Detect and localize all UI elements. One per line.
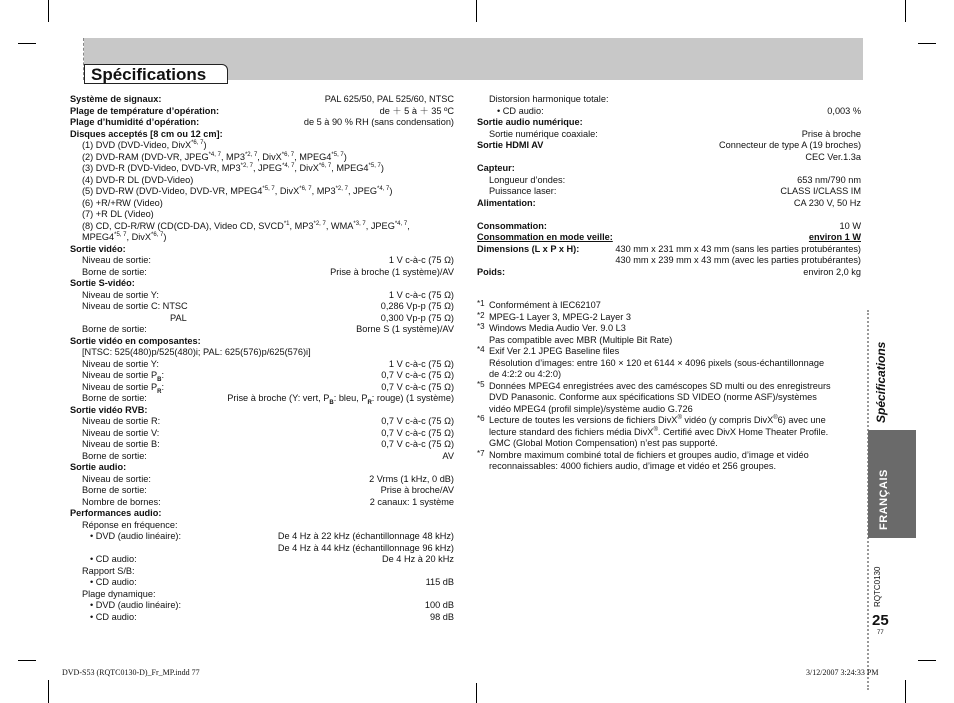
spec-label: • CD audio: [90, 577, 137, 587]
spec-column-left [70, 94, 454, 623]
spec-value: CLASS I/CLASS IM [780, 186, 861, 196]
spec-label: Sortie numérique coaxiale: [489, 128, 598, 139]
footnote-line: MPEG-1 Layer 3, MPEG-2 Layer 3 [489, 311, 631, 322]
spec-label: Longueur d’ondes: [489, 174, 566, 185]
spec-row [70, 359, 454, 371]
spec-label: Sortie audio numérique: [477, 117, 583, 127]
spec-row [70, 278, 454, 290]
footnote-line: GMC (Global Motion Compensation) n’est pas supporté. [489, 438, 718, 448]
spec-row [70, 324, 454, 336]
footnote-line: Données MPEG4 enregistrées avec des caméscopes SD multi ou des enregistreurs [489, 380, 831, 391]
spec-value: PAL 625/50, PAL 525/60, NTSC [324, 94, 454, 104]
spec-column-right [477, 94, 861, 278]
footnote-line: Exif Ver 2.1 JPEG Baseline files [489, 346, 620, 356]
spec-row [477, 117, 861, 129]
crop-mark [905, 0, 906, 22]
spec-row [477, 106, 861, 118]
spec-value: De 4 Hz à 20 kHz [382, 554, 454, 564]
spec-row [70, 255, 454, 267]
spec-label: Sortie vidéo: [70, 243, 126, 254]
spec-row [70, 186, 454, 198]
footnote-mark: *7 [477, 448, 485, 458]
footnote [477, 346, 867, 381]
spec-label: Borne de sortie: [82, 450, 147, 461]
footnotes [477, 300, 867, 473]
spec-label: Borne de sortie: [82, 324, 147, 334]
spec-row [70, 393, 454, 405]
spec-row [70, 152, 454, 164]
spec-label: (7) +R DL (Video) [82, 209, 154, 219]
spec-value: 0,7 V c-à-c (75 Ω) [381, 370, 454, 380]
spec-label: Borne de sortie: [82, 485, 147, 495]
spec-value: Prise à broche (Y: vert, $P_B$: bleu, $P_R$: rouge) (1 système) [227, 393, 454, 406]
spec-label: [NTSC: 525(480)p/525(480)i; PAL: 625(576)p/625(576)i] [82, 347, 311, 357]
spec-label: • CD audio: [90, 554, 137, 564]
spec-row [477, 140, 861, 152]
spec-value: 2 Vrms (1 kHz, 0 dB) [369, 473, 454, 484]
spec-value: 0,286 Vp-p (75 Ω) [380, 301, 454, 311]
spec-value: Prise à broche/AV [380, 485, 454, 495]
spec-label: Niveau de sortie C: NTSC [82, 301, 188, 311]
spec-label: • DVD (audio linéaire): [90, 600, 182, 610]
footnote-line: reconnaissables: 4000 fichiers audio, d’image et vidéo et 256 groupes. [489, 461, 777, 471]
footnote-mark: *6 [477, 414, 485, 423]
language-tab [868, 430, 916, 538]
spec-label: Performances audio: [70, 508, 162, 518]
footnote-line: Conformément à IEC62107 [489, 300, 601, 310]
spec-row [70, 508, 454, 520]
spec-row [70, 129, 454, 141]
footnote-line: de 4:2:2 ou 4:2:0) [489, 369, 562, 379]
footnote [477, 381, 867, 416]
spec-label: (3) DVD-R (DVD-Video, DVD-VR, MP3$^{*2, 7}$, JPEG$^{*4, 7}$, DivX$^{*6, 7}$, MPEG4$^{*5, 7}$) [82, 162, 384, 173]
spec-row [70, 543, 454, 555]
spec-label: Borne de sortie: [82, 266, 147, 277]
footnote-line: Résolution d’images: entre 160 × 120 et 6144 × 4096 pixels (sous-échantillonnage [489, 357, 825, 368]
spec-value: AV [442, 450, 454, 461]
spec-row [70, 577, 454, 589]
spec-row [70, 382, 454, 394]
spec-value: de ＋ 5 à ＋ 35 ºC [379, 105, 454, 116]
spec-label: Réponse en fréquence: [82, 519, 178, 530]
header-strip [72, 38, 84, 80]
spec-label: Système de signaux: [70, 94, 162, 104]
spec-label: Niveau de sortie Y: [82, 358, 159, 369]
spec-label: Niveau de sortie B: [82, 439, 160, 449]
spec-label: (2) DVD-RAM (DVD-VR, JPEG$^{*4, 7}$, MP3$^{*2, 7}$, DivX$^{*6, 7}$, MPEG4$^{*5, 7}$) [82, 151, 347, 162]
spec-value: 653 nm/790 nm [797, 174, 861, 185]
spec-value: 0,7 V c-à-c (75 Ω) [381, 439, 454, 449]
spec-row [477, 255, 861, 267]
spec-value: Connecteur de type A (19 broches) [719, 140, 861, 150]
spec-row [70, 405, 454, 417]
spec-label: Poids: [477, 266, 506, 277]
spec-label: Nombre de bornes: [82, 496, 161, 507]
spec-label: Borne de sortie: [82, 393, 147, 403]
spec-row [70, 428, 454, 440]
spec-value: Prise à broche (1 système)/AV [330, 266, 454, 277]
footnote-line: Nombre maximum combiné total de fichiers et groupes audio, d’image et vidéo [489, 449, 809, 460]
spec-value: Borne S (1 système)/AV [356, 324, 454, 334]
spec-label: Puissance laser: [489, 186, 557, 196]
spec-row [70, 94, 454, 106]
crop-mark [48, 680, 49, 703]
spec-label: Niveau de sortie Y: [82, 289, 159, 300]
footnote-line: Pas compatible avec MBR (Multiple Bit Rate) [489, 334, 673, 345]
footnote [477, 415, 867, 450]
spec-row [70, 416, 454, 428]
side-section-label: Spécifications [874, 341, 888, 423]
spec-value: 98 dB [429, 611, 454, 622]
crop-mark [918, 660, 936, 661]
spec-row [70, 301, 454, 313]
crop-mark [918, 43, 936, 44]
spec-row [70, 290, 454, 302]
spec-value: 115 dB [425, 577, 454, 587]
spec-value: CEC Ver.1.3a [805, 151, 861, 162]
spec-label: Niveau de sortie: [82, 473, 151, 484]
footnote-line: vidéo MPEG4 (profil simple)/système audio G.726 [489, 403, 693, 414]
spec-value: 1 V c-à-c (75 Ω) [388, 255, 454, 265]
spec-value: De 4 Hz à 44 kHz (échantillonnage 96 kHz) [277, 542, 454, 553]
crop-mark [476, 0, 477, 22]
spec-row [477, 129, 861, 141]
spec-row [70, 244, 454, 256]
spec-value: 10 W [839, 220, 861, 231]
footnote-line: lecture standard des fichiers média DivX®. Certifié avec DivX Home Theater Profile. [489, 426, 829, 437]
spec-label: Niveau de sortie $P_R$: [82, 381, 164, 395]
spec-label: Capteur: [477, 163, 515, 173]
spec-row [477, 163, 861, 175]
spec-row [70, 313, 454, 325]
footnote-mark: *3 [477, 322, 485, 331]
footnote-mark: *1 [477, 299, 485, 308]
spec-label: Alimentation: [477, 197, 536, 208]
spec-value: 0,7 V c-à-c (75 Ω) [381, 427, 454, 438]
spec-label: Consommation en mode veille: [477, 232, 613, 242]
footnote [477, 450, 867, 473]
spec-row [477, 209, 861, 221]
spec-row [477, 267, 861, 279]
spec-row [70, 612, 454, 624]
spec-label: Distorsion harmonique totale: [489, 94, 609, 104]
footer-date: 3/12/2007 3:24:33 PM [806, 668, 879, 677]
spec-label: MPEG4$^{*5, 7}$, DivX$^{*6, 7}$) [82, 231, 167, 242]
crop-mark [48, 0, 49, 22]
spec-value: Prise à broche [801, 128, 861, 139]
footnote-mark: *5 [477, 379, 485, 389]
spec-label: • CD audio: [497, 105, 544, 116]
spec-value: de 5 à 90 % RH (sans condensation) [303, 117, 454, 127]
footnote-mark: *4 [477, 345, 485, 354]
spec-label: Dimensions (L x P x H): [477, 243, 580, 254]
spec-label: • DVD (audio linéaire): [90, 531, 182, 541]
footnote [477, 312, 867, 324]
spec-row [477, 94, 861, 106]
crop-mark [476, 683, 477, 703]
page-title: Spécifications [91, 65, 207, 84]
spec-label: (6) +R/+RW (Video) [82, 197, 163, 208]
spec-row [70, 566, 454, 578]
spec-value: 0,7 V c-à-c (75 Ω) [381, 416, 454, 426]
spec-label: • CD audio: [90, 611, 137, 622]
spec-value: 0,003 % [827, 105, 861, 116]
spec-value: 1 V c-à-c (75 Ω) [388, 358, 454, 369]
spec-row [70, 554, 454, 566]
spec-row [70, 140, 454, 152]
spec-label: Sortie vidéo en composantes: [70, 335, 201, 346]
footnote-mark: *2 [477, 310, 485, 320]
spec-label: Disques acceptés [8 cm ou 12 cm]: [70, 128, 223, 139]
spec-row [70, 439, 454, 451]
spec-label: Rapport S/B: [82, 565, 135, 576]
crop-mark [18, 43, 36, 44]
spec-row [70, 336, 454, 348]
spec-row [70, 451, 454, 463]
spec-value: 430 mm x 231 mm x 43 mm (sans les parties protubérantes) [615, 243, 861, 254]
spec-label: Sortie audio: [70, 462, 127, 472]
spec-label: Niveau de sortie: [82, 255, 151, 265]
footer-file: DVD-S53 (RQTC0130-D)_Fr_MP.indd 77 [62, 668, 200, 677]
spec-row [70, 474, 454, 486]
spec-row [70, 370, 454, 382]
crop-mark [905, 680, 906, 703]
spec-label: Sortie HDMI AV [477, 140, 544, 150]
spec-value: 0,7 V c-à-c (75 Ω) [381, 381, 454, 392]
spec-label: Sortie vidéo RVB: [70, 404, 148, 415]
spec-row [70, 347, 454, 359]
spec-row [70, 163, 454, 175]
footnote-line: DVD Panasonic. Conforme aux spécifications SD VIDEO (norme ASF)/systèmes [489, 392, 817, 402]
spec-row [70, 175, 454, 187]
spec-label: (1) DVD (DVD-Video, DivX$^{*6, 7}$) [82, 139, 207, 150]
spec-value: 430 mm x 239 mm x 43 mm (avec les parties protubérantes) [615, 255, 861, 265]
spec-row [70, 531, 454, 543]
spec-row [70, 117, 454, 129]
footnote [477, 300, 867, 312]
spec-row [477, 232, 861, 244]
spec-row [477, 175, 861, 187]
spec-label: Plage de température d’opération: [70, 105, 220, 116]
spec-row [70, 589, 454, 601]
spec-row [477, 221, 861, 233]
spec-label: PAL [170, 312, 187, 323]
spec-row [70, 485, 454, 497]
spec-row [70, 198, 454, 210]
footnote [477, 323, 867, 346]
footnote-line: Windows Media Audio Ver. 9.0 L3 [489, 323, 626, 333]
spec-value: De 4 Hz à 22 kHz (échantillonnage 48 kHz) [277, 531, 454, 541]
spec-label: (5) DVD-RW (DVD-Video, DVD-VR, MPEG4$^{*5, 7}$, DivX$^{*6, 7}$, MP3$^{*2, 7}$, JPEG$^{*4, 7}$) [82, 185, 393, 196]
spec-label: (8) CD, CD-R/RW (CD(CD-DA), Video CD, SVCD$^{*1}$, MP3$^{*2, 7}$, WMA$^{*3, 7}$, JPEG$^{*4, 7}$, [82, 220, 410, 231]
spec-row [70, 600, 454, 612]
spec-row [70, 462, 454, 474]
spec-value: environ 1 W [808, 232, 861, 242]
spec-row [477, 244, 861, 256]
spec-label: Sortie S-vidéo: [70, 278, 135, 288]
spec-row [70, 267, 454, 279]
language-tab-label: FRANÇAIS [878, 469, 890, 530]
spec-label: Niveau de sortie $P_B$: [82, 370, 164, 383]
spec-label: Niveau de sortie V: [82, 427, 160, 438]
crop-mark [18, 660, 36, 661]
doc-code: RQTC0130 [873, 566, 882, 607]
footnote-line: Lecture de toutes les versions de fichiers DivX® vidéo (y compris DivX®6) avec une [489, 414, 826, 425]
spec-row [477, 198, 861, 210]
spec-value: 2 canaux: 1 système [369, 496, 454, 507]
page-number-small: 77 [877, 630, 884, 636]
spec-value: 100 dB [424, 600, 454, 610]
spec-row [70, 497, 454, 509]
spec-label: (4) DVD-R DL (DVD-Video) [82, 174, 194, 185]
spec-row [70, 520, 454, 532]
spec-label: Plage dynamique: [82, 588, 156, 599]
spec-value: 0,300 Vp-p (75 Ω) [380, 312, 454, 323]
spec-value: CA 230 V, 50 Hz [793, 197, 861, 208]
spec-row [70, 209, 454, 221]
spec-row [477, 152, 861, 164]
spec-label: Niveau de sortie R: [82, 416, 161, 426]
spec-row [70, 232, 454, 244]
spec-row [70, 106, 454, 118]
page-number: 25 [872, 612, 889, 629]
spec-row [70, 221, 454, 233]
spec-value: environ 2,0 kg [803, 266, 861, 277]
spec-row [477, 186, 861, 198]
spec-label: Plage d’humidité d’opération: [70, 117, 200, 127]
spec-value: 1 V c-à-c (75 Ω) [388, 289, 454, 300]
spec-label: Consommation: [477, 220, 547, 231]
